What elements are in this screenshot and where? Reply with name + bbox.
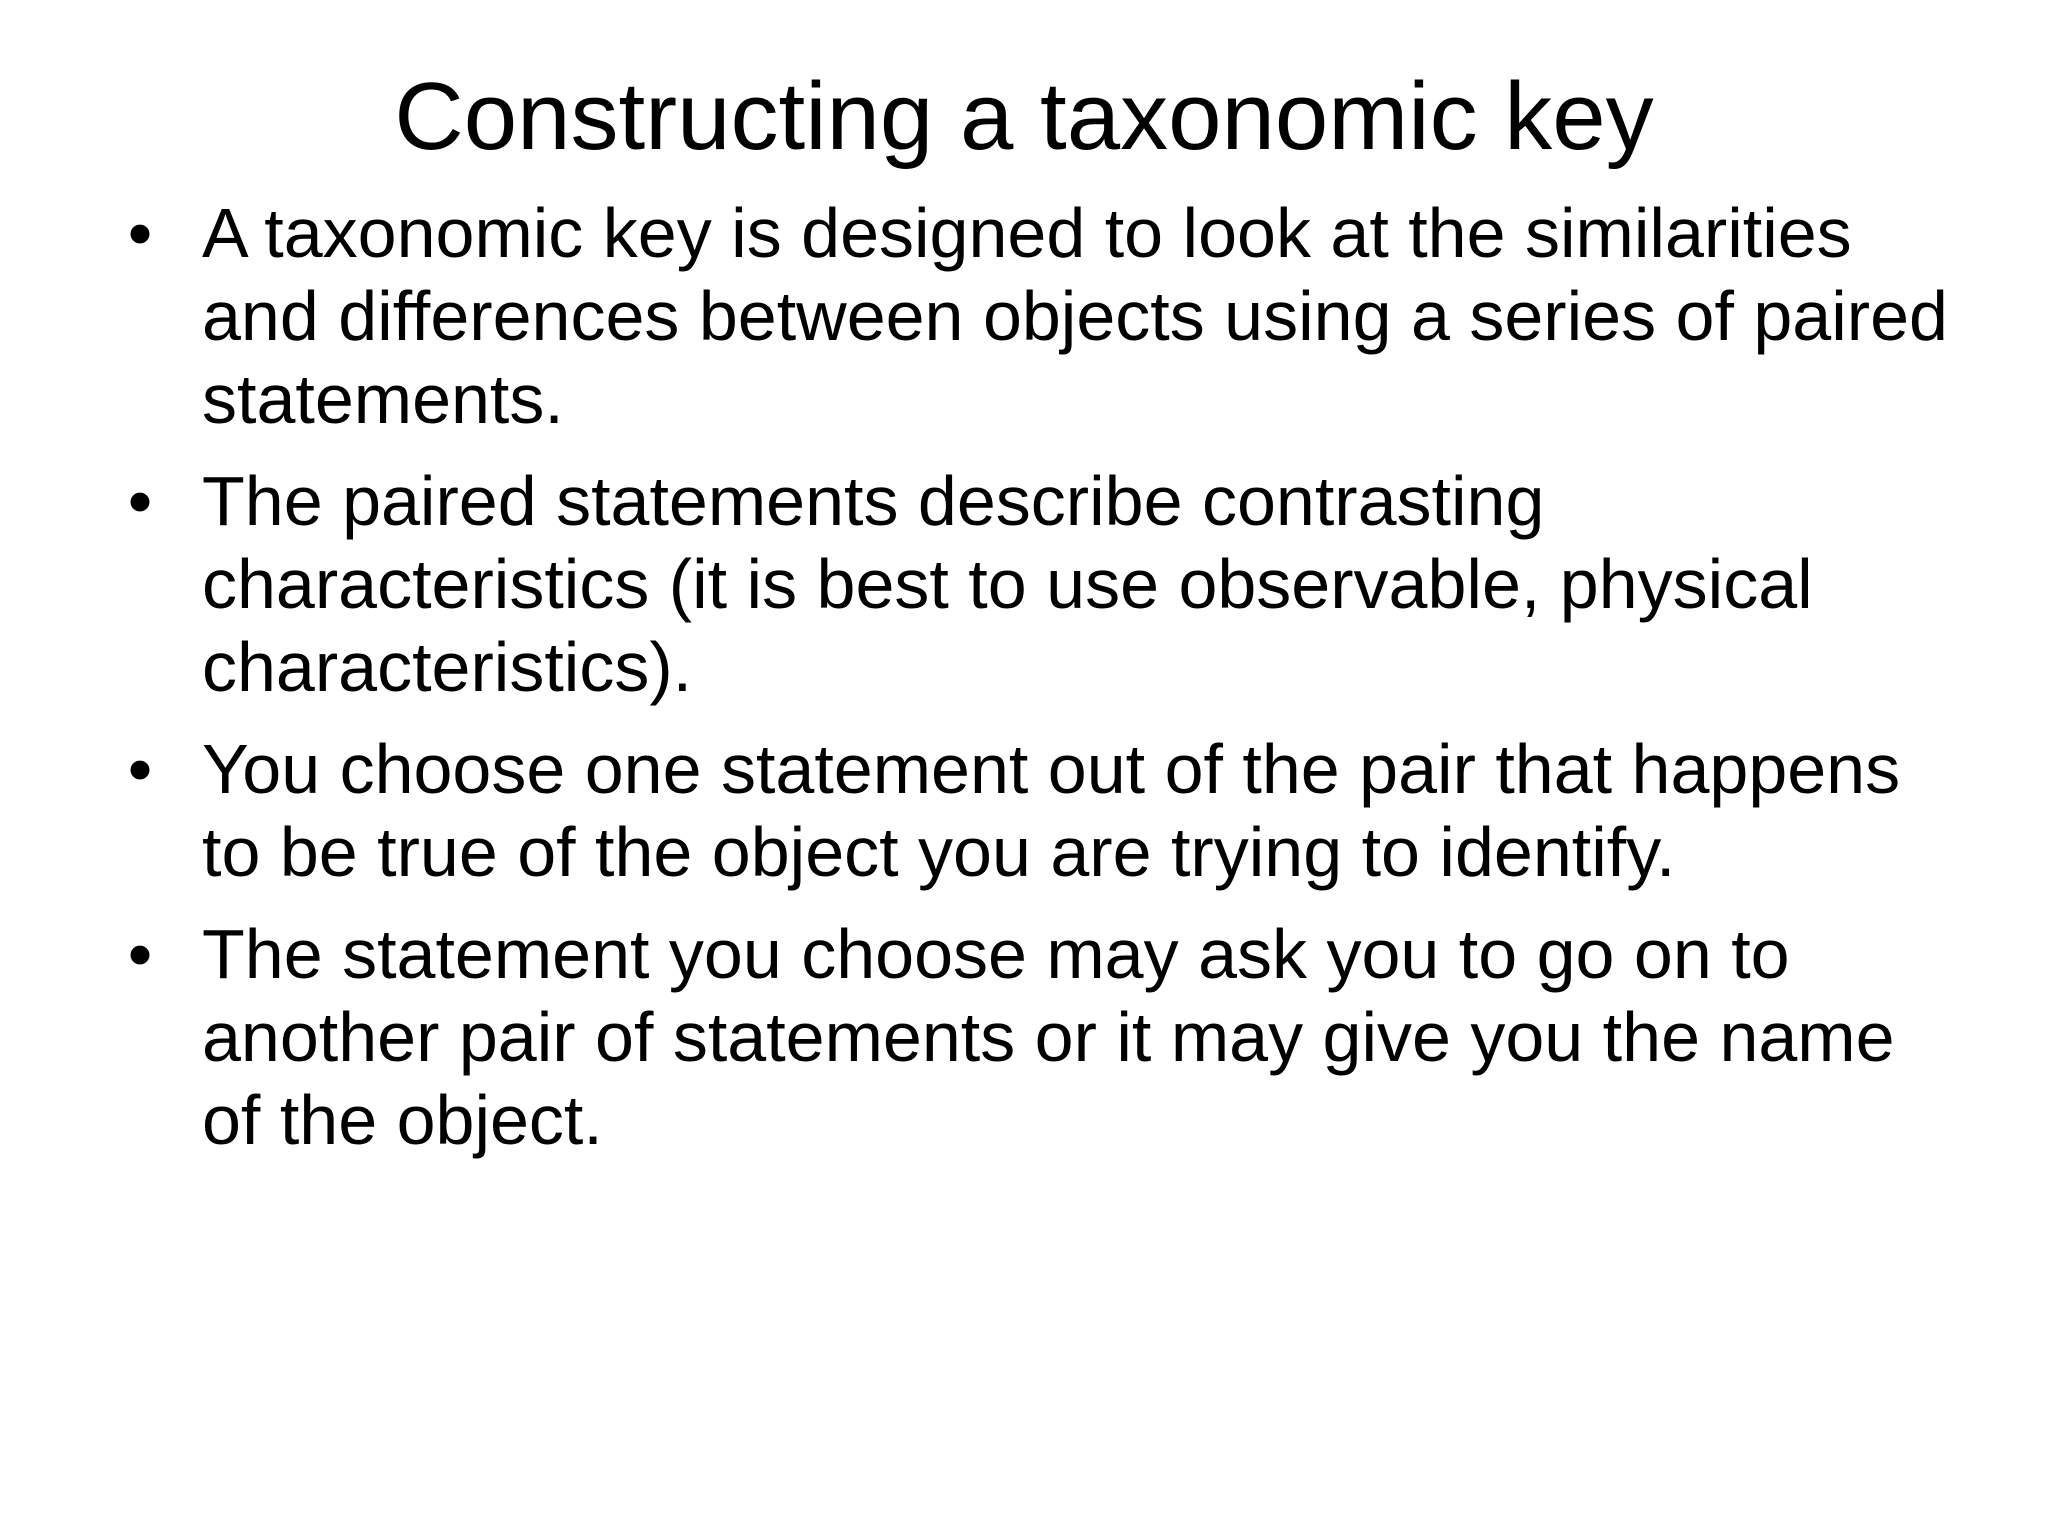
bullet-item bbox=[120, 460, 1950, 709]
bullet-text: A taxonomic key is designed to look at the similarities and differences between objects using a series of paired statements. bbox=[202, 194, 1948, 438]
bullet-item bbox=[120, 192, 1950, 441]
slide-title: Constructing a taxonomic key bbox=[394, 63, 1654, 170]
bullet-item bbox=[120, 728, 1950, 894]
bullet-icon: • bbox=[127, 194, 153, 272]
bullet-text: The statement you choose may ask you to go on to another pair of statements or it may give you the name of the object. bbox=[202, 915, 1895, 1159]
bullet-icon: • bbox=[127, 462, 153, 540]
bullet-text: The paired statements describe contrasting characteristics (it is best to use observable, physical characteristics). bbox=[202, 462, 1813, 706]
bullet-item bbox=[120, 913, 1950, 1162]
bullet-list bbox=[120, 192, 1950, 1181]
bullet-icon: • bbox=[127, 730, 153, 808]
bullet-text: You choose one statement out of the pair that happens to be true of the object you are trying to identify. bbox=[202, 730, 1901, 891]
bullet-icon: • bbox=[127, 915, 153, 993]
